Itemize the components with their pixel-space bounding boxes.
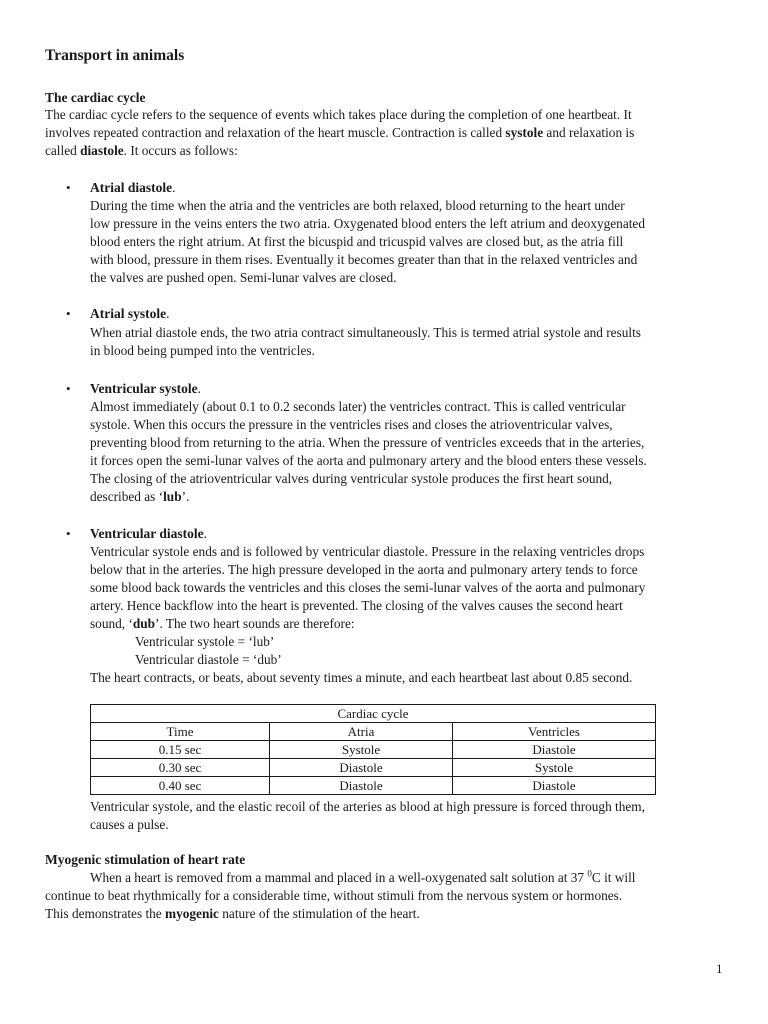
table-cell: Systole [270, 741, 453, 759]
term-diastole: diastole [80, 143, 124, 158]
column-header: Ventricles [453, 723, 656, 741]
text-line: in blood being pumped into the ventricles. [90, 343, 315, 358]
term-lub: lub [163, 489, 182, 504]
term-myogenic: myogenic [165, 906, 219, 921]
table-cell: Diastole [453, 741, 656, 759]
atrial-diastole-body [90, 197, 730, 287]
text-line: blood enters the right atrium. At first the bicuspid and tricuspid valves are closed but, as the atria fill [90, 234, 624, 249]
table-cell: 0.30 sec [91, 759, 270, 777]
text-line: causes a pulse. [90, 817, 169, 832]
text-line: Ventricular systole ends and is followed by ventricular diastole. Pressure in the relaxing ventricles drops [90, 544, 645, 559]
term-dub: dub [132, 616, 156, 631]
bullet-icon: • [66, 306, 71, 321]
text-line: The heart contracts, or beats, about seventy times a minute, and each heartbeat last about 0.85 second. [90, 670, 633, 685]
degree-superscript: 0 [587, 868, 592, 879]
text-line: During the time when the atria and the ventricles are both relaxed, blood returning to the heart under [90, 198, 625, 213]
text-line: low pressure in the veins enters the two atria. Oxygenated blood enters the left atrium and deoxygenated [90, 216, 645, 231]
bullet-heading-ventricular-systole: Ventricular systole. [90, 381, 201, 396]
text-line: The closing of the atrioventricular valves during ventricular systole produces the first heart sound, [90, 471, 613, 486]
text-line: When a heart is removed from a mammal and placed in a well-oxygenated salt solution at 37 $^0$C it will [90, 868, 636, 885]
atrial-systole-body [90, 324, 730, 360]
text-line: some blood back towards the ventricles and this closes the semi-lunar valves of the aorta and pulmonary [90, 580, 646, 595]
table-caption-row [91, 705, 656, 723]
table-row [91, 777, 656, 795]
section-heading-cardiac-cycle: The cardiac cycle [45, 90, 146, 105]
cardiac-intro-paragraph [45, 106, 730, 160]
text-line: the valves are pushed open. Semi-lunar valves are closed. [90, 270, 397, 285]
ventricular-diastole-body [90, 543, 730, 687]
table-header-row [91, 723, 656, 741]
table-cell: Systole [453, 759, 656, 777]
bullet-heading-ventricular-diastole: Ventricular diastole. [90, 526, 207, 541]
column-header: Atria [270, 723, 453, 741]
text-line: called diastole. It occurs as follows: [45, 143, 238, 158]
term-systole: systole [505, 125, 544, 140]
section-heading-myogenic: Myogenic stimulation of heart rate [45, 852, 246, 867]
bullet-icon: • [66, 381, 71, 396]
text-line: below that in the arteries. The high pressure developed in the aorta and pulmonary artery tends to force [90, 562, 638, 577]
text-line: preventing blood from returning to the atria. When the pressure of ventricles exceeds that in the arteries, [90, 435, 645, 450]
bullet-icon: • [66, 526, 71, 541]
text-line: systole. When this occurs the pressure in the ventricles rises and closes the atrioventricular valves, [90, 417, 613, 432]
text-line: continue to beat rhythmically for a considerable time, without stimuli from the nervous system or hormones. [45, 888, 623, 903]
text-line: When atrial diastole ends, the two atria contract simultaneously. This is termed atrial systole and results [90, 325, 641, 340]
bullet-heading-atrial-diastole: Atrial diastole. [90, 180, 176, 195]
table-cell: Diastole [453, 777, 656, 795]
bullet-heading-atrial-systole: Atrial systole. [90, 306, 170, 321]
ventricular-systole-body [90, 398, 730, 506]
table-cell: 0.15 sec [91, 741, 270, 759]
text-line: This demonstrates the myogenic nature of the stimulation of the heart. [45, 906, 420, 921]
myogenic-paragraph [45, 869, 730, 923]
table-caption: Cardiac cycle [91, 705, 656, 723]
text-line: artery. Hence backflow into the heart is prevented. The closing of the valves causes the second heart [90, 598, 623, 613]
text-line: with blood, pressure in them rises. Eventually it becomes greater than that in the relaxed ventricles and [90, 252, 638, 267]
text-line: The cardiac cycle refers to the sequence of events which takes place during the completion of one heartbeat. It [45, 107, 632, 122]
text-line: Almost immediately (about 0.1 to 0.2 seconds later) the ventricles contract. This is called ventricular [90, 399, 626, 414]
text-line: it forces open the semi-lunar valves of the aorta and pulmonary artery and the blood enters these vessels. [90, 453, 647, 468]
table-cell: Diastole [270, 777, 453, 795]
text-line: involves repeated contraction and relaxation of the heart muscle. Contraction is called systole and relaxation is [45, 125, 635, 140]
table-cell: 0.40 sec [91, 777, 270, 795]
table-row [91, 759, 656, 777]
column-header: Time [91, 723, 270, 741]
heart-sound-equation: Ventricular diastole = ‘dub’ [135, 652, 282, 667]
text-line: described as ‘lub’. [90, 489, 190, 504]
cardiac-cycle-table [90, 704, 656, 795]
heart-sound-equation: Ventricular systole = ‘lub’ [135, 634, 275, 649]
page-title: Transport in animals [45, 47, 185, 64]
page-number: 1 [716, 961, 723, 976]
pulse-paragraph [90, 798, 730, 834]
table-row [91, 741, 656, 759]
text-line: sound, ‘dub’. The two heart sounds are therefore: [90, 616, 355, 631]
table-cell: Diastole [270, 759, 453, 777]
bullet-icon: • [66, 180, 71, 195]
text-line: Ventricular systole, and the elastic recoil of the arteries as blood at high pressure is forced through them, [90, 799, 645, 814]
